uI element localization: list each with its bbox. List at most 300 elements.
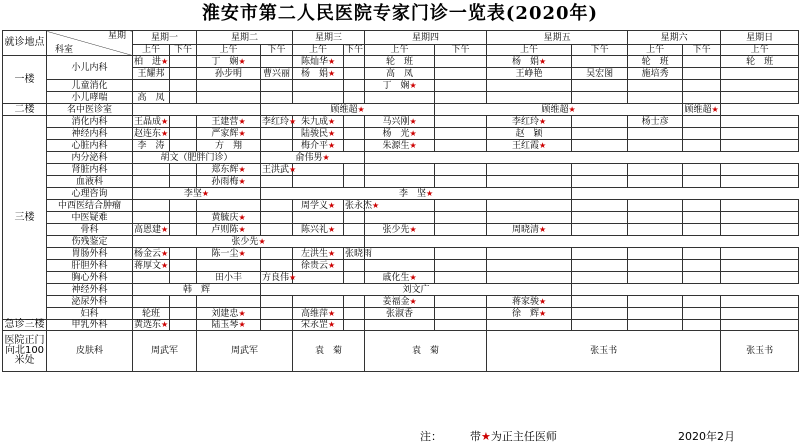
- star-icon: ★: [161, 320, 169, 329]
- schedule-cell: [170, 272, 197, 284]
- schedule-cell: [572, 296, 628, 308]
- schedule-cell: [170, 140, 197, 152]
- schedule-cell: [721, 116, 799, 128]
- schedule-cell: [721, 296, 799, 308]
- schedule-cell: [170, 224, 197, 236]
- schedule-cell: 黄选东★: [134, 320, 169, 330]
- dept-cell: 胸心外科: [47, 272, 133, 284]
- schedule-cell: 陆骏民★: [293, 128, 344, 140]
- page-title: 淮安市第二人民医院专家门诊一览表(2020年): [201, 3, 599, 24]
- star-icon: ★: [238, 164, 246, 174]
- star-icon: ★: [538, 140, 547, 150]
- table-row: [3, 296, 799, 308]
- schedule-cell: 胡文（肥胖门诊）: [133, 152, 261, 164]
- schedule-cell: 宋永罡★: [293, 320, 344, 331]
- table-row: [3, 56, 799, 68]
- schedule-cell: [721, 68, 799, 80]
- schedule-cell: 陈灿华★: [293, 56, 344, 68]
- schedule-cell: [344, 320, 365, 331]
- star-icon: ★: [327, 308, 336, 318]
- schedule-cell: [683, 320, 721, 331]
- star-icon: ★: [238, 320, 246, 329]
- schedule-cell: [628, 224, 683, 236]
- star-icon: ★: [538, 224, 547, 234]
- schedule-cell: [683, 308, 721, 320]
- schedule-cell: [721, 272, 799, 284]
- table-row: [3, 92, 799, 104]
- schedule-cell: [721, 128, 799, 140]
- schedule-cell: [133, 200, 170, 212]
- schedule-cell: 徐 辉★: [487, 308, 572, 320]
- dept-cell: 血液科: [47, 176, 133, 188]
- dept-cell: 甲乳外科: [47, 320, 133, 331]
- day-header: 星期一: [133, 31, 197, 45]
- am-header: 上午: [628, 45, 683, 56]
- schedule-cell: [261, 80, 293, 92]
- schedule-cell: [344, 68, 365, 80]
- am-header: 上午: [197, 45, 261, 56]
- schedule-cell: [261, 296, 293, 308]
- schedule-cell: [487, 212, 572, 224]
- schedule-cell: [435, 80, 487, 92]
- schedule-cell: 丁 娴★: [197, 56, 261, 68]
- schedule-cell: 袁 菊: [293, 331, 365, 372]
- schedule-cell: [344, 128, 365, 140]
- schedule-cell: [435, 116, 487, 128]
- schedule-cell: 孙雨梅★: [197, 176, 261, 188]
- schedule-cell: [365, 320, 435, 331]
- dept-cell: 小儿内科: [47, 56, 133, 80]
- schedule-cell: [197, 80, 261, 92]
- schedule-cell: 黄毓庆★: [197, 212, 261, 224]
- dept-cell: 神经内科: [47, 128, 133, 140]
- pm-header: 下午: [261, 45, 293, 56]
- schedule-cell: 陈兴礼★: [293, 224, 344, 236]
- schedule-cell: [683, 80, 721, 92]
- table-row: [3, 248, 799, 260]
- schedule-cell: [435, 224, 487, 236]
- schedule-cell: [133, 176, 170, 188]
- schedule-cell: [435, 248, 487, 260]
- schedule-cell: 陈一尘★: [197, 248, 261, 260]
- schedule-cell: 李红玲★: [487, 116, 572, 128]
- star-icon: ★: [238, 308, 246, 318]
- schedule-cell: [487, 80, 572, 92]
- schedule-cell: [683, 212, 721, 224]
- star-icon: ★: [409, 128, 417, 138]
- schedule-cell: [628, 212, 683, 224]
- pm-header: 下午: [683, 45, 721, 56]
- schedule-cell: [170, 320, 197, 331]
- schedule-cell: [261, 56, 293, 68]
- dept-cell: 心脏内科: [47, 140, 133, 152]
- schedule-cell: [170, 80, 197, 92]
- schedule-cell: 马兴刚★: [365, 116, 435, 128]
- schedule-cell: 袁 菊: [365, 331, 487, 372]
- schedule-cell: [628, 200, 683, 212]
- schedule-cell: [344, 260, 365, 272]
- table-row: [3, 152, 799, 164]
- schedule-cell: [170, 92, 197, 104]
- dept-cell: 中西医结合肿瘤: [47, 200, 133, 212]
- dept-cell: 伤残鉴定: [47, 236, 133, 248]
- star-icon: ★: [327, 56, 336, 66]
- schedule-cell: [572, 200, 628, 212]
- schedule-cell: [261, 200, 293, 212]
- schedule-cell: [628, 140, 683, 152]
- schedule-cell: 王建营★: [197, 116, 261, 128]
- schedule-cell: [344, 140, 365, 152]
- schedule-cell: 张淑香: [365, 308, 435, 320]
- schedule-cell: 张永杰★: [345, 200, 380, 211]
- schedule-cell: [261, 176, 293, 188]
- schedule-cell: [435, 308, 487, 320]
- schedule-cell: 刘文广: [261, 284, 572, 296]
- schedule-table: [2, 30, 799, 372]
- star-icon: ★: [238, 248, 246, 258]
- schedule-cell: [683, 68, 721, 80]
- floor-cell: 二楼: [3, 104, 47, 116]
- star-icon: ★: [161, 248, 169, 258]
- table-row: [3, 212, 799, 224]
- schedule-cell: [170, 128, 197, 140]
- schedule-cell: [683, 200, 721, 212]
- schedule-cell: 周晓清★: [487, 224, 572, 236]
- schedule-cell: 高恩建★: [134, 224, 169, 235]
- schedule-cell: 张少先★: [365, 224, 435, 236]
- star-icon: ★: [568, 104, 576, 114]
- table-row: [3, 331, 799, 372]
- schedule-cell: [435, 176, 487, 188]
- schedule-cell: [572, 212, 628, 224]
- schedule-cell: [721, 140, 799, 152]
- star-icon: ★: [289, 116, 297, 126]
- schedule-cell: [261, 212, 293, 224]
- table-row: [3, 80, 799, 92]
- schedule-cell: [133, 104, 261, 116]
- schedule-cell: 朱源生★: [365, 140, 435, 152]
- schedule-cell: [293, 296, 344, 308]
- schedule-cell: 周武军: [133, 331, 197, 372]
- schedule-cell: [721, 260, 799, 272]
- table-row: [3, 200, 799, 212]
- schedule-cell: [683, 248, 721, 260]
- schedule-cell: [344, 296, 365, 308]
- schedule-cell: [721, 308, 799, 320]
- schedule-cell: [572, 260, 628, 272]
- schedule-cell: [133, 212, 170, 224]
- dept-cell: 心理咨询: [47, 188, 133, 200]
- schedule-cell: [683, 92, 721, 104]
- schedule-cell: [572, 164, 628, 176]
- dept-week-header: 星期 科室: [47, 31, 133, 56]
- schedule-cell: [344, 224, 365, 236]
- schedule-cell: [721, 248, 799, 260]
- schedule-cell: [293, 272, 344, 284]
- schedule-cell: [170, 116, 197, 128]
- schedule-cell: 曹兴丽: [261, 68, 293, 80]
- star-icon: ★: [409, 116, 417, 126]
- schedule-cell: 李红玲★: [262, 116, 297, 127]
- star-icon: ★: [161, 116, 169, 126]
- star-icon: ★: [327, 68, 336, 78]
- table-row: [3, 176, 799, 188]
- schedule-cell: [683, 260, 721, 272]
- schedule-cell: [261, 224, 293, 236]
- star-icon: ★: [161, 128, 169, 138]
- star-icon: ★: [425, 188, 434, 198]
- schedule-cell: 杨 光★: [365, 128, 435, 140]
- schedule-cell: [683, 128, 721, 140]
- schedule-cell: 蒋厚文★: [134, 260, 169, 271]
- dept-cell: 中医疑难: [47, 212, 133, 224]
- schedule-cell: 周学义★: [293, 200, 344, 212]
- schedule-cell: 徐贵云★: [293, 260, 344, 272]
- star-icon: ★: [201, 188, 210, 198]
- star-icon: ★: [327, 248, 336, 258]
- star-icon: ★: [357, 104, 365, 114]
- schedule-cell: 王耀邦: [133, 68, 170, 80]
- floor-cell: 急诊三楼: [4, 319, 45, 330]
- schedule-cell: 方良伟★: [262, 272, 297, 283]
- schedule-cell: [197, 92, 261, 104]
- schedule-cell: 柏 进★: [134, 56, 169, 67]
- schedule-cell: 轮 班: [365, 56, 435, 68]
- schedule-cell: [683, 56, 721, 68]
- star-icon: ★: [327, 116, 336, 126]
- schedule-cell: 张玉书: [721, 331, 799, 372]
- dept-cell: 妇科: [47, 308, 133, 320]
- schedule-cell: [170, 68, 197, 80]
- star-icon: ★: [538, 296, 547, 306]
- schedule-cell: [487, 272, 572, 284]
- schedule-cell: 高 凤: [365, 68, 435, 80]
- star-icon: ★: [238, 128, 246, 138]
- day-header: 星期三: [293, 31, 365, 45]
- schedule-cell: [435, 164, 487, 176]
- star-icon: ★: [161, 224, 169, 234]
- table-row: [3, 284, 799, 296]
- schedule-cell: [344, 80, 365, 92]
- schedule-cell: [628, 92, 683, 104]
- schedule-cell: [572, 80, 628, 92]
- table-row: [3, 320, 799, 331]
- schedule-cell: [293, 212, 344, 224]
- schedule-cell: [572, 224, 628, 236]
- schedule-cell: [365, 260, 435, 272]
- pm-header: 下午: [170, 45, 197, 56]
- schedule-cell: [628, 248, 683, 260]
- day-header: 星期日: [721, 31, 799, 45]
- pm-header: 下午: [435, 45, 487, 56]
- schedule-cell: [572, 176, 628, 188]
- schedule-cell: [683, 224, 721, 236]
- schedule-cell: [435, 140, 487, 152]
- schedule-cell: [628, 320, 683, 331]
- schedule-cell: 韩 辉: [133, 284, 261, 296]
- schedule-cell: 轮班: [133, 308, 170, 320]
- schedule-cell: [435, 92, 487, 104]
- schedule-cell: [435, 56, 487, 68]
- schedule-cell: 施培秀: [628, 68, 683, 80]
- star-icon: ★: [409, 80, 417, 90]
- star-icon: ★: [711, 104, 719, 114]
- schedule-cell: 高维萍★: [293, 308, 344, 320]
- star-icon: ★: [409, 140, 417, 150]
- schedule-cell: [683, 272, 721, 284]
- table-row: [3, 224, 799, 236]
- am-header: 上午: [721, 45, 799, 56]
- schedule-cell: [628, 272, 683, 284]
- dept-cell: 皮肤科: [47, 331, 133, 372]
- schedule-cell: [170, 260, 197, 272]
- schedule-cell: 朱九成★: [293, 116, 344, 128]
- schedule-cell: [261, 260, 293, 272]
- schedule-cell: 陆玉琴★: [197, 320, 261, 331]
- schedule-cell: [572, 140, 628, 152]
- schedule-cell: [572, 308, 628, 320]
- schedule-cell: 卢则陈★: [197, 224, 261, 236]
- schedule-cell: 丁 娴★: [365, 80, 435, 92]
- schedule-cell: 吴宏图: [572, 68, 628, 80]
- schedule-cell: [344, 212, 365, 224]
- schedule-cell: 杨 娟★: [293, 68, 344, 80]
- schedule-cell: [293, 92, 344, 104]
- schedule-cell: 高 凤: [133, 92, 170, 104]
- star-icon: ★: [409, 272, 417, 282]
- schedule-cell: [628, 128, 683, 140]
- star-icon: ★: [480, 430, 491, 443]
- floor-cell: 三楼: [3, 116, 47, 320]
- schedule-cell: [261, 140, 293, 152]
- schedule-cell: 王红霞★: [487, 140, 572, 152]
- schedule-cell: [487, 164, 572, 176]
- star-icon: ★: [289, 164, 297, 174]
- dept-cell: 泌尿外科: [47, 296, 133, 308]
- star-icon: ★: [161, 260, 169, 270]
- star-icon: ★: [238, 224, 246, 234]
- pm-header: 下午: [572, 45, 628, 56]
- schedule-cell: [628, 308, 683, 320]
- schedule-cell: [721, 92, 799, 104]
- schedule-cell: [487, 176, 572, 188]
- schedule-cell: [628, 296, 683, 308]
- table-row: [3, 188, 799, 200]
- schedule-cell: [170, 296, 197, 308]
- star-icon: ★: [238, 176, 246, 186]
- star-icon: ★: [372, 200, 380, 210]
- footnote-date: 2020年2月: [678, 430, 735, 443]
- schedule-cell: 俞伟男★: [261, 152, 365, 164]
- schedule-cell: [365, 164, 435, 176]
- schedule-cell: [487, 320, 572, 331]
- table-row: [3, 104, 799, 116]
- schedule-cell: 梅介平★: [293, 140, 344, 152]
- dept-cell: 儿童消化: [47, 80, 133, 92]
- dept-cell: 胃肠外科: [47, 248, 133, 260]
- schedule-cell: [683, 296, 721, 308]
- schedule-cell: [261, 92, 293, 104]
- schedule-cell: [197, 200, 261, 212]
- day-header: 星期四: [365, 31, 487, 45]
- pm-header: 下午: [345, 45, 364, 55]
- star-icon: ★: [327, 200, 336, 210]
- schedule-cell: [721, 200, 799, 212]
- schedule-cell: [487, 260, 572, 272]
- schedule-cell: 张少先★: [133, 236, 365, 248]
- schedule-cell: 王晶成★: [134, 116, 169, 127]
- table-row: [3, 116, 799, 128]
- dept-cell: 内分泌科: [47, 152, 133, 164]
- schedule-cell: [683, 140, 721, 152]
- table-row: [3, 236, 799, 248]
- schedule-cell: [170, 212, 197, 224]
- dept-cell: 名中医诊室: [47, 104, 133, 116]
- schedule-cell: [133, 296, 170, 308]
- schedule-cell: [365, 248, 435, 260]
- schedule-cell: [683, 116, 721, 128]
- schedule-cell: [293, 164, 344, 176]
- schedule-cell: 周武军: [197, 331, 293, 372]
- schedule-cell: [628, 164, 683, 176]
- schedule-cell: [261, 320, 293, 331]
- schedule-cell: [435, 212, 487, 224]
- floor-cell: 医院正门向北100米处: [3, 331, 47, 372]
- schedule-cell: [261, 128, 293, 140]
- schedule-cell: [435, 68, 487, 80]
- schedule-cell: [344, 56, 365, 68]
- table-row: [3, 164, 799, 176]
- schedule-cell: [435, 200, 487, 212]
- schedule-cell: 李坚★: [133, 188, 261, 200]
- schedule-cell: 蒋家骏★: [487, 296, 572, 308]
- schedule-cell: [435, 128, 487, 140]
- star-icon: ★: [327, 224, 336, 234]
- schedule-cell: 张晓雨: [345, 248, 373, 259]
- schedule-cell: 顾维超★: [684, 104, 719, 115]
- schedule-cell: [170, 164, 197, 176]
- schedule-cell: [261, 248, 293, 260]
- schedule-cell: [572, 272, 628, 284]
- schedule-cell: [628, 80, 683, 92]
- schedule-cell: [133, 272, 170, 284]
- day-header: 星期二: [197, 31, 293, 45]
- schedule-cell: [572, 116, 628, 128]
- schedule-cell: [572, 248, 628, 260]
- schedule-cell: 李 坚★: [261, 188, 572, 200]
- schedule-cell: [293, 80, 344, 92]
- schedule-cell: [572, 92, 628, 104]
- table-row: [3, 260, 799, 272]
- schedule-cell: [170, 308, 197, 320]
- am-header: 上午: [487, 45, 572, 56]
- schedule-cell: 顾维超★: [435, 104, 683, 116]
- schedule-cell: 刘建忠★: [197, 308, 261, 320]
- star-icon: ★: [238, 212, 246, 222]
- schedule-cell: [572, 128, 628, 140]
- schedule-cell: 田小丰: [197, 272, 261, 284]
- star-icon: ★: [258, 236, 266, 246]
- schedule-cell: 郑东辉★: [197, 164, 261, 176]
- schedule-cell: 姜福金★: [365, 296, 435, 308]
- star-icon: ★: [409, 296, 417, 306]
- schedule-cell: [683, 176, 721, 188]
- schedule-cell: [344, 92, 365, 104]
- star-icon: ★: [327, 260, 336, 270]
- am-header: 上午: [293, 45, 344, 56]
- schedule-cell: [133, 164, 170, 176]
- am-header: 上午: [133, 45, 170, 56]
